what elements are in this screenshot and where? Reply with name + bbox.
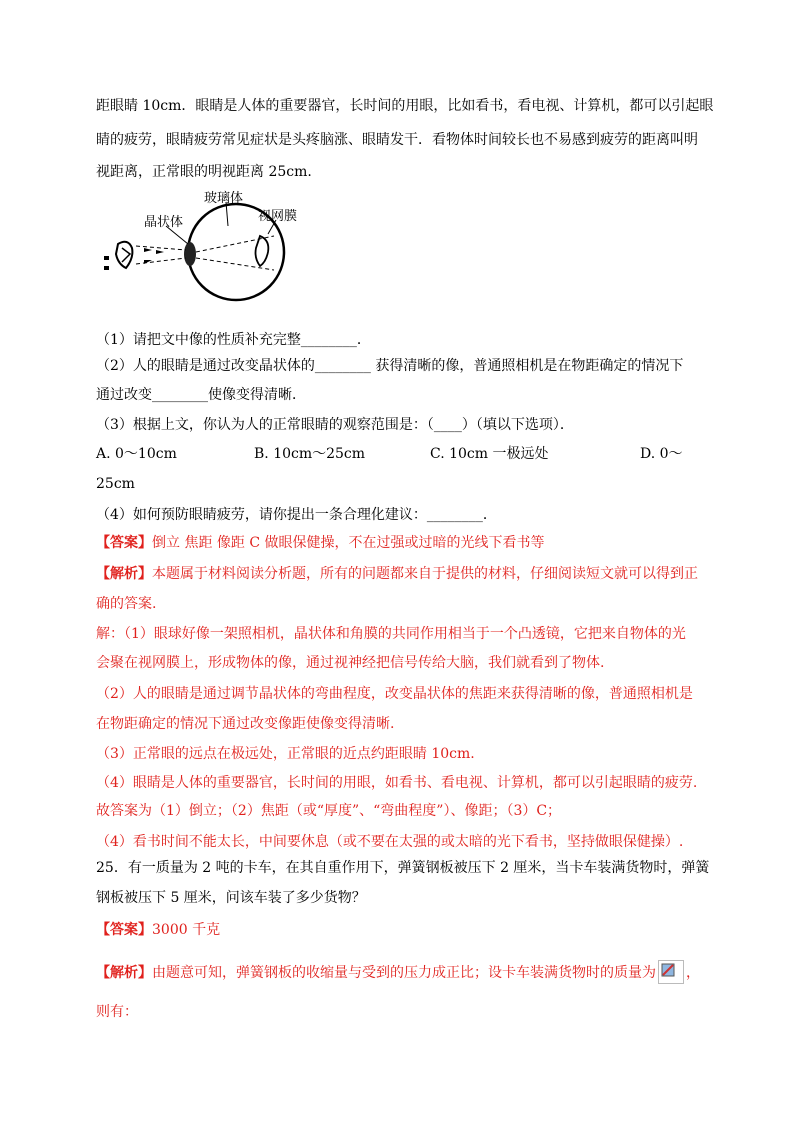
lens-shape xyxy=(184,242,196,266)
question-25-line-1: 25．有一质量为 2 吨的卡车，在其自重作用下，弹簧钢板被压下 2 厘米，当卡车装满货物时，弹簧 xyxy=(96,860,710,876)
arrow-1 xyxy=(144,248,152,252)
analysis-25-tag: 【解析】 xyxy=(96,965,152,981)
ray-bottom-in xyxy=(136,258,186,264)
object-mark-a xyxy=(104,256,109,260)
label-lens: 晶状体 xyxy=(144,215,184,230)
analysis-25-text: 由题意可知，弹簧钢板的收缩量与受到的压力成正比；设卡车装满货物时的质量为 xyxy=(152,965,656,981)
question-4: （4）如何预防眼睛疲劳，请你提出一条合理化建议：________． xyxy=(96,507,497,523)
arrow-2 xyxy=(156,250,164,254)
answer-tag: 【答案】 xyxy=(96,535,152,551)
question-1: （1）请把文中像的性质补充完整________． xyxy=(96,332,371,348)
question-2-line-2: 通过改变________使像变得清晰． xyxy=(96,387,306,403)
ray-top-out xyxy=(196,236,274,252)
question-25-line-2: 钢板被压下 5 厘米，问该车装了多少货物？ xyxy=(96,890,366,906)
label-vitreous: 玻璃体 xyxy=(204,191,244,206)
intro-line-2: 睛的疲劳，眼睛疲劳常见症状是头疼脑涨、眼睛发干．看物体时间较长也不易感到疲劳的距离叫明 xyxy=(96,132,698,148)
analysis-25-line-2: 则有： xyxy=(96,1004,138,1020)
answer-25-text: 3000 千克 xyxy=(152,922,221,938)
option-c: C. 10cm 一极远处 xyxy=(430,446,549,462)
analysis-24-p3: （3）正常眼的远点在极远处，正常眼的近点约距眼睛 10cm. xyxy=(96,746,475,762)
intro-line-3: 视距离，正常眼的明视距离 25cm. xyxy=(96,164,312,180)
analysis-tag: 【解析】 xyxy=(96,566,152,582)
analysis-24-text: 本题属于材料阅读分析题，所有的问题都来自于提供的材料，仔细阅读短文就可以得到正 xyxy=(152,566,698,582)
object-detail xyxy=(122,248,130,262)
option-a: A. 0～10cm xyxy=(96,446,177,462)
analysis-24-p2-line-2: 在物距确定的情况下通过改变像距使像变得清晰. xyxy=(96,716,395,732)
intro-line-1: 距眼睛 10cm．眼睛是人体的重要器官，长时间的用眼，比如看书，看电视、计算机，都可以引起眼 xyxy=(96,98,714,114)
option-d: D. 0～ xyxy=(640,446,683,462)
option-d-continued: 25cm xyxy=(96,476,135,492)
analysis-24-p2-line-1: （2）人的眼睛是通过调节晶状体的弯曲程度，改变晶状体的焦距来获得清晰的像，普通照相机是 xyxy=(96,686,693,702)
broken-image-icon xyxy=(658,960,684,984)
analysis-24-p1-line-1: 解：（1）眼球好像一架照相机，晶状体和角膜的共同作用相当于一个凸透镜，它把来自物体的光 xyxy=(96,626,686,642)
answer-24 xyxy=(96,533,545,553)
analysis-25-line-1 xyxy=(96,960,700,984)
analysis-25-text-end: ， xyxy=(686,965,700,981)
retina-image xyxy=(256,236,269,266)
answer-25-tag: 【答案】 xyxy=(96,922,152,938)
ray-top-in xyxy=(136,246,186,250)
answer-24-text: 倒立 焦距 像距 C 做眼保健操，不在过强或过暗的光线下看书等 xyxy=(152,535,545,551)
answer-25 xyxy=(96,920,220,940)
analysis-24-p5: 故答案为（1）倒立；（2）焦距（或“厚度”、“弯曲程度”）、像距；（3）C； xyxy=(96,803,562,819)
analysis-24-p1-line-2: 会聚在视网膜上，形成物体的像，通过视神经把信号传给大脑，我们就看到了物体. xyxy=(96,655,605,671)
analysis-24-p4: （4）眼睛是人体的重要器官，长时间的用眼，如看书、看电视、计算机，都可以引起眼睛的疲劳. xyxy=(96,775,698,791)
eye-diagram xyxy=(96,188,306,306)
analysis-24-p6: （4）看书时间不能太长，中间要休息（或不要在太强的或太暗的光下看书，坚持做眼保健操）. xyxy=(96,834,684,850)
object-mark-b xyxy=(104,266,109,270)
question-3: （3）根据上文，你认为人的正常眼睛的观察范围是：（____）（填以下选项）． xyxy=(96,417,574,433)
analysis-24-line-1 xyxy=(96,564,698,584)
option-b: B. 10cm～25cm xyxy=(254,446,366,462)
label-retina: 视网膜 xyxy=(258,209,298,224)
analysis-24-line-2: 确的答案. xyxy=(96,596,157,612)
question-2-line-1: （2）人的眼睛是通过改变晶状体的________ 获得清晰的像，普通照相机是在物距确定的情况下 xyxy=(96,358,684,374)
